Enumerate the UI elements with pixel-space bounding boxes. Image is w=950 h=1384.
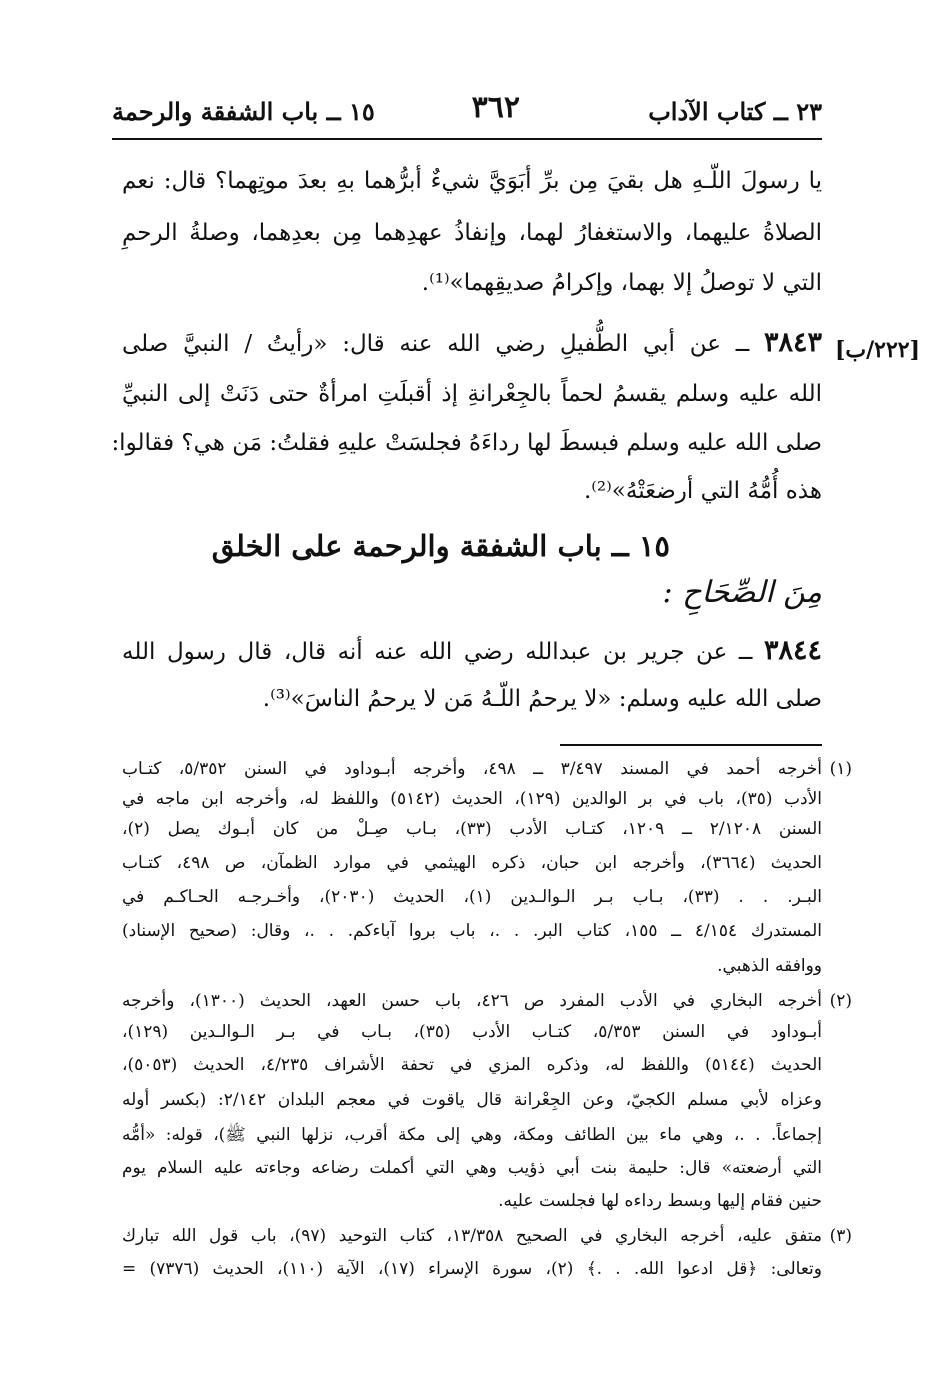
footnote-line: أبـوداود في السنن ٥/٣٥٣، كتـاب الأدب (٣٥)، بـاب في بـر الـوالـدين (١٢٩)،: [122, 1022, 823, 1042]
footnote-line: حنين فقام إليها وبسط رداءه لها فجلست عليه.: [498, 1191, 822, 1211]
hadith-first-line: [122, 328, 822, 359]
footnote-marker: (٣): [829, 1226, 852, 1246]
body-line: صلى الله عليه وسلم فبسطَ لها رداءَهُ فجلسَتْ عليهِ فقلتُ: مَن هي؟ فقالوا:: [111, 430, 822, 456]
footnote-line: الأدب (٣٥)، باب في بر الوالدين (١٢٩)، الحديث (٥١٤٢) واللفظ له، وأخرجه ابن ماجه في: [122, 789, 823, 809]
chapter-heading: ١٥ ــ باب الشفقة والرحمة على الخلق: [211, 529, 670, 563]
footnote-line: التي أرضعته» قال: حليمة بنت أبي ذؤيب وهي التي أكملت رضاعه وجاءته عليه السلام يوم: [122, 1158, 822, 1178]
hadith-first-line: [122, 636, 822, 667]
footnote-line: وتعالى: ﴿قل ادعوا الله. . .﴾ (٢)، سورة الإسراء (١٧)، الآية (١١٠)، الحديث (٧٣٧٦) =: [122, 1259, 822, 1279]
header-rule: [112, 138, 822, 140]
footnote-line: وعزاه لأبي مسلم الكجيّ، وعن الجِعْرانة قال ياقوت في معجم البلدان ٢/١٤٢: (بكسر أوله: [122, 1090, 822, 1110]
body-line: هذه أُمُّهُ التي أرضعَتْهُ»⁽²⁾.: [583, 478, 822, 504]
manuscript-folio-note: [٢٢٢/ب]: [834, 337, 920, 363]
hadith-number: ٣٨٤٣: [763, 327, 822, 358]
body-line: الله عليه وسلم يقسمُ لحماً بالجِعْرانةِ إذ أقبلَتِ امرأةٌ حتى دَنَتْ إلى النبيِّ: [122, 381, 822, 407]
footnote-line: ووافقه الذهبي.: [717, 956, 822, 976]
header-book-title: ٢٣ ــ كتاب الآداب: [648, 97, 822, 126]
body-line: الصلاةُ عليهما، والاستغفارُ لهما، وإنفاذُ عهدِهما مِن بعدِهما، وصلةُ الرحمِ: [122, 220, 822, 246]
footnote-line: البـر. . . (٣٣)، بـاب بـر الـوالـدين (١)، الحديث (٢٠٣٠)، وأخـرجـه الحـاكـم في: [122, 887, 822, 907]
section-label: مِنَ الصِّحَاحِ :: [662, 575, 822, 610]
footnote-line: السنن ٢/١٢٠٨ ــ ١٢٠٩، كتـاب الأدب (٣٣)، بـاب صِـلْ من كان أبـوك يصل (٢)،: [122, 819, 822, 839]
hadith-text: ــ عن أبي الطُّفيلِ رضي الله عنه قال: «رأيتُ / النبيَّ صلى: [122, 331, 750, 357]
footnote-line: إجماعاً. . .، وهي ماء بين الطائف ومكة، وهي إلى مكة أقرب، نزلها النبي ﷺ)، قوله: «أمُّه: [122, 1125, 822, 1145]
page-number: ٣٦٢: [471, 90, 520, 125]
footnote-line: أخرجه أحمد في المسند ٣/٤٩٧ ــ ٤٩٨، وأخرجه أبـوداود في السنن ٥/٣٥٢، كتـاب: [122, 759, 822, 779]
footnote-line: الحديث (٣٦٦٤)، وأخرجه ابن حبان، ذكره الهيثمي في موارد الظمآن، ص ٤٩٨، كتـاب: [122, 853, 822, 873]
body-line: صلى الله عليه وسلم: «لا يرحمُ اللّـهُ مَن لا يرحمُ الناسَ»⁽³⁾.: [262, 686, 822, 712]
footnote-marker: (٢): [829, 991, 852, 1011]
header-chapter-title: ١٥ ــ باب الشفقة والرحمة: [112, 97, 375, 126]
footnote-line: المستدرك ٤/١٥٤ ــ ١٥٥، كتاب البر. . .، باب بروا آباءكم. . .، وقال: (صحيح الإسناد): [122, 921, 822, 941]
footnote-line: متفق عليه، أخرجه البخاري في الصحيح ١٣/٣٥٨، كتاب التوحيد (٩٧)، باب قول الله تبارك: [122, 1226, 822, 1246]
hadith-text: ــ عن جرير بن عبدالله رضي الله عنه أنه قال، قال رسول الله: [122, 639, 753, 665]
footnote-line: الحديث (٥١٤٤) واللفظ له، وذكره المزي في تحفة الأشراف ٤/٢٣٥، الحديث (٥٠٥٣)،: [122, 1055, 822, 1075]
body-line: التي لا توصلُ إلا بهما، وإكرامُ صديقِهما»⁽¹⁾.: [421, 270, 822, 296]
footnote-line: أخرجه البخاري في الأدب المفرد ص ٤٢٦، باب حسن العهد، الحديث (١٣٠٠)، وأخرجه: [122, 991, 823, 1011]
footnote-rule: [560, 744, 822, 746]
hadith-number: ٣٨٤٤: [763, 635, 822, 666]
footnote-marker: (١): [829, 759, 852, 779]
body-line: يا رسولَ اللّـهِ هل بقيَ مِن برِّ أبَوَيَّ شيءٌ أبرُّهما بهِ بعدَ موتِهما؟ قال: نعم: [122, 168, 822, 194]
